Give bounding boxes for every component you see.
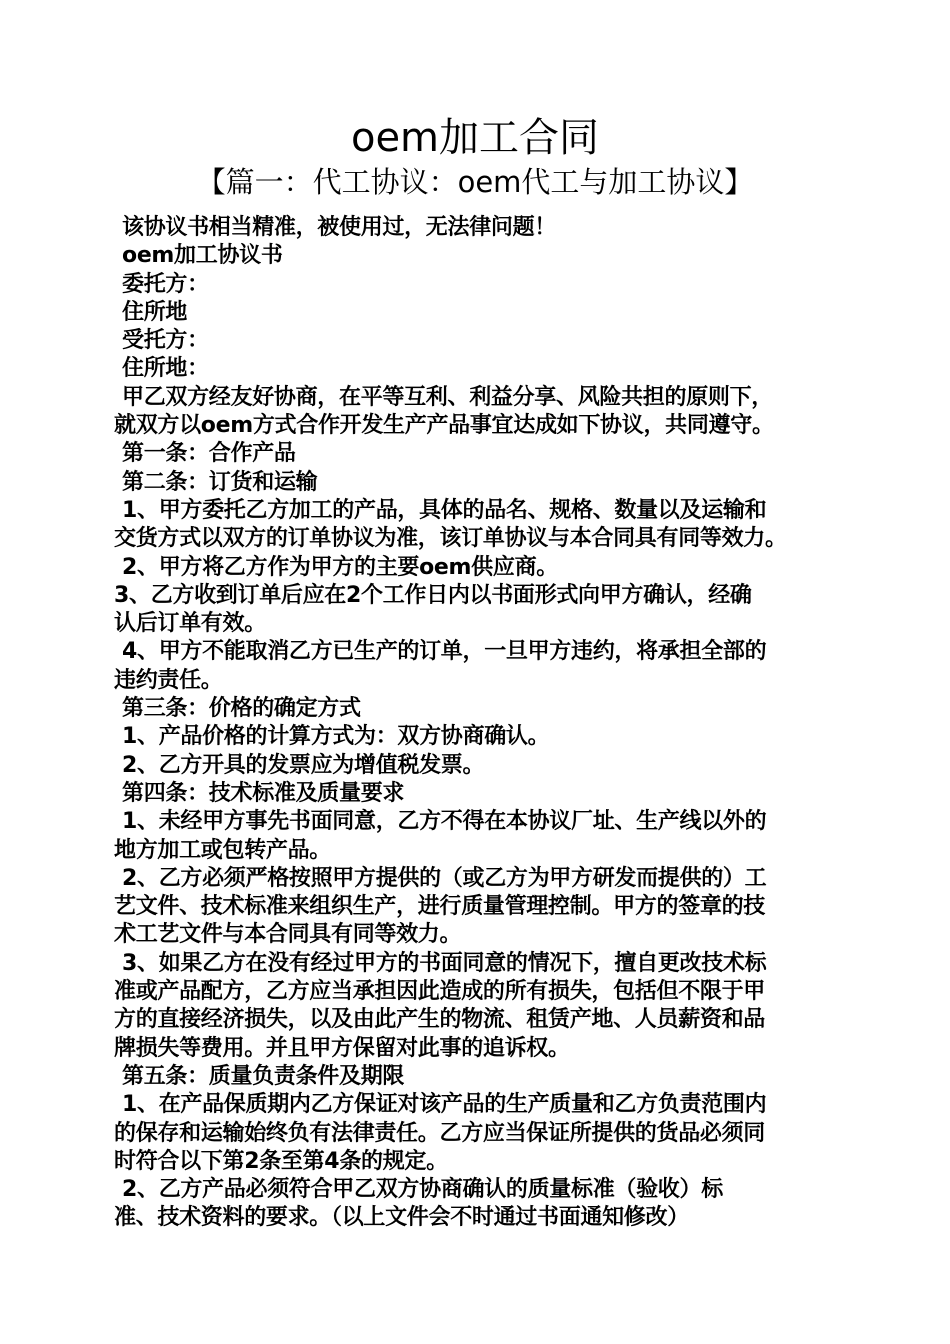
- body-line: 受托方：: [122, 328, 209, 354]
- body-line: 艺文件、技术标准来组织生产，进行质量管理控制。甲方的签章的技: [114, 894, 766, 920]
- document-body: [114, 214, 854, 1233]
- body-line: 就双方以oem方式合作开发生产产品事宜达成如下协议，共同遵守。: [114, 413, 774, 439]
- body-line: 术工艺文件与本合同具有同等效力。: [114, 922, 462, 948]
- body-line: 1、在产品保质期内乙方保证对该产品的生产质量和乙方负责范围内: [122, 1092, 767, 1118]
- body-line: 第四条：技术标准及质量要求: [122, 780, 405, 806]
- body-line: 该协议书相当精准，被使用过，无法律问题！: [122, 215, 557, 240]
- body-line: 地方加工或包转产品。: [114, 837, 332, 863]
- body-line: 2、乙方产品必须符合甲乙双方协商确认的质量标准（验收）标: [122, 1177, 723, 1203]
- body-line: 认后订单有效。: [114, 611, 266, 637]
- body-line: 委托方：: [122, 271, 209, 297]
- body-line: 2、乙方开具的发票应为增值税发票。: [122, 752, 485, 778]
- body-line: 1、甲方委托乙方加工的产品，具体的品名、规格、数量以及运输和: [122, 497, 767, 523]
- body-line: 2、乙方必须严格按照甲方提供的（或乙方为甲方研发而提供的）工: [122, 865, 767, 891]
- body-line: 第一条：合作产品: [122, 441, 296, 467]
- body-line: 住所地：: [122, 356, 209, 382]
- body-line: 甲乙双方经友好协商，在平等互利、利益分享、风险共担的原则下，: [122, 384, 774, 410]
- document-title: oem加工合同: [350, 115, 600, 161]
- body-line: 2、甲方将乙方作为甲方的主要oem供应商。: [122, 554, 558, 580]
- body-line: 第五条：质量负责条件及期限: [122, 1063, 405, 1089]
- body-line: 交货方式以双方的订单协议为准，该订单协议与本合同具有同等效力。: [114, 526, 787, 552]
- body-line: 3、乙方收到订单后应在2个工作日内以书面形式向甲方确认，经确: [114, 582, 752, 608]
- body-line: 住所地: [122, 299, 188, 325]
- body-line: 第三条：价格的确定方式: [122, 696, 361, 722]
- body-line: 方的直接经济损失，以及由此产生的物流、租赁产地、人员薪资和品: [114, 1007, 766, 1033]
- document-subtitle: 【篇一：代工协议：oem代工与加工协议】: [196, 165, 754, 199]
- body-line: 准、技术资料的要求。（以上文件会不时通过书面通知修改）: [114, 1205, 689, 1231]
- body-line: 违约责任。: [114, 667, 223, 693]
- body-line: oem加工协议书: [122, 243, 283, 269]
- body-line: 牌损失等费用。并且甲方保留对此事的追诉权。: [114, 1035, 570, 1061]
- body-line: 1、产品价格的计算方式为：双方协商确认。: [122, 724, 550, 750]
- body-line: 准或产品配方，乙方应当承担因此造成的所有损失，包括但不限于甲: [114, 979, 766, 1005]
- body-line: 3、如果乙方在没有经过甲方的书面同意的情况下，擅自更改技术标: [122, 950, 767, 976]
- body-line: 1、未经甲方事先书面同意，乙方不得在本协议厂址、生产线以外的: [122, 809, 767, 835]
- body-line: 时符合以下第2条至第4条的规定。: [114, 1148, 448, 1174]
- body-line: 4、甲方不能取消乙方已生产的订单，一旦甲方违约，将承担全部的: [122, 639, 767, 665]
- body-line: 第二条：订货和运输: [122, 469, 318, 495]
- body-line: 的保存和运输始终负有法律责任。乙方应当保证所提供的货品必须同: [114, 1120, 766, 1146]
